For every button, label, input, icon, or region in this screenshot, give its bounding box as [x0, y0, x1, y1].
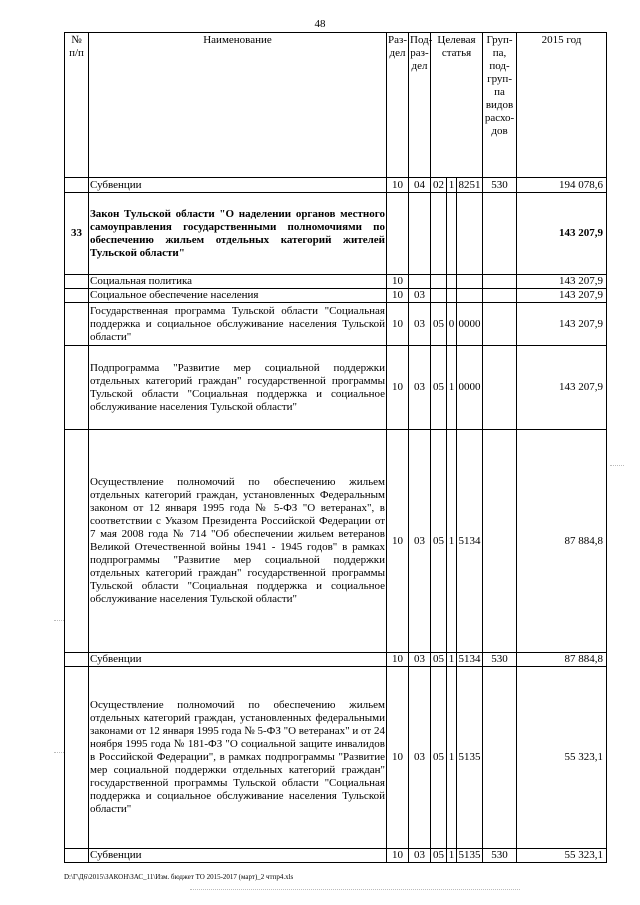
row-section: 10 [387, 289, 409, 303]
row-target-code: 0000 [457, 303, 483, 346]
row-section: 10 [387, 430, 409, 653]
row-target-subprogram [447, 289, 457, 303]
row-target-code: 0000 [457, 346, 483, 430]
row-amount: 194 078,6 [517, 178, 607, 193]
row-target-code: 5134 [457, 430, 483, 653]
row-section: 10 [387, 653, 409, 667]
row-name: Государственная программа Тульской области "Социальная поддержка и социальное обслуживание населения Тульской области" [89, 303, 387, 346]
row-section [387, 193, 409, 275]
row-section: 10 [387, 667, 409, 849]
row-num [65, 667, 89, 849]
page-number: 48 [314, 18, 326, 30]
row-num [65, 849, 89, 863]
row-expense-group [483, 667, 517, 849]
table-header-row [65, 33, 607, 178]
row-subsection: 03 [409, 667, 431, 849]
header-num: № п/п [65, 33, 89, 178]
table-row [65, 275, 607, 289]
row-target-subprogram: 1 [447, 849, 457, 863]
row-name: Осуществление полномочий по обеспечению жильем отдельных категорий граждан, установленных федеральными законами от 12 января 1995 года № 5-ФЗ "О ветеранах" и от 24 ноября 1995 года № 181-ФЗ "О социальной защите инвалидов в Российской Федерации", в рамках подпрограммы "Развитие мер социальной поддержки отдельных категорий граждан" государственной программы Тульской области "Социальная поддержка и социальное обслуживание населения Тульской области" [89, 667, 387, 849]
row-num [65, 430, 89, 653]
row-subsection: 03 [409, 346, 431, 430]
row-target-subprogram: 1 [447, 430, 457, 653]
table-row [65, 178, 607, 193]
margin-mark [54, 620, 64, 621]
header-year: 2015 год [517, 33, 607, 178]
row-amount: 143 207,9 [517, 303, 607, 346]
row-target-program: 05 [431, 346, 447, 430]
row-num [65, 653, 89, 667]
row-subsection: 03 [409, 289, 431, 303]
row-target-subprogram [447, 193, 457, 275]
header-subsection: Под-раз-дел [409, 33, 431, 178]
footer-rule [190, 889, 520, 890]
row-expense-group [483, 346, 517, 430]
table-row [65, 346, 607, 430]
row-expense-group [483, 430, 517, 653]
row-name: Субвенции [89, 178, 387, 193]
header-group: Груп-па, под-груп-па видов расхо-дов [483, 33, 517, 178]
row-num [65, 303, 89, 346]
row-amount: 143 207,9 [517, 346, 607, 430]
row-num [65, 346, 89, 430]
row-section: 10 [387, 178, 409, 193]
row-name: Социальное обеспечение населения [89, 289, 387, 303]
row-name: Субвенции [89, 849, 387, 863]
row-subsection: 03 [409, 653, 431, 667]
table-row [65, 303, 607, 346]
row-target-program: 05 [431, 667, 447, 849]
row-expense-group: 530 [483, 178, 517, 193]
row-name: Социальная политика [89, 275, 387, 289]
row-amount: 143 207,9 [517, 275, 607, 289]
table-row [65, 667, 607, 849]
row-num [65, 275, 89, 289]
row-target-code: 5135 [457, 849, 483, 863]
margin-mark [610, 465, 624, 466]
header-name: Наименование [89, 33, 387, 178]
table-row [65, 849, 607, 863]
row-subsection [409, 193, 431, 275]
header-target: Целевая статья [431, 33, 483, 178]
row-target-code: 8251 [457, 178, 483, 193]
footer-filepath: D:\Г\Д6\2015\ЗАКОН\ЗАС_11\Изм. бюджет ТО 2015-2017 (март)_2 чтпр4.xls [64, 873, 294, 881]
row-expense-group [483, 289, 517, 303]
table-row [65, 653, 607, 667]
row-target-subprogram: 1 [447, 667, 457, 849]
row-num [65, 289, 89, 303]
row-subsection [409, 275, 431, 289]
budget-table [64, 32, 607, 863]
row-target-program [431, 275, 447, 289]
row-amount: 143 207,9 [517, 193, 607, 275]
row-num: 33 [65, 193, 89, 275]
row-subsection: 03 [409, 303, 431, 346]
row-amount: 143 207,9 [517, 289, 607, 303]
row-expense-group [483, 193, 517, 275]
row-section: 10 [387, 849, 409, 863]
row-expense-group [483, 303, 517, 346]
row-target-program [431, 289, 447, 303]
row-expense-group: 530 [483, 653, 517, 667]
row-target-subprogram: 1 [447, 178, 457, 193]
table-row [65, 193, 607, 275]
row-amount: 55 323,1 [517, 667, 607, 849]
margin-mark [54, 752, 64, 753]
row-section: 10 [387, 275, 409, 289]
header-section: Раз-дел [387, 33, 409, 178]
row-target-code [457, 289, 483, 303]
row-subsection: 03 [409, 430, 431, 653]
row-name: Подпрограмма "Развитие мер социальной поддержки отдельных категорий граждан" государственной программы Тульской области "Социальная поддержка и социальное обслуживание населения Тульской области" [89, 346, 387, 430]
table-row [65, 430, 607, 653]
row-num [65, 178, 89, 193]
row-target-code: 5134 [457, 653, 483, 667]
row-name: Закон Тульской области "О наделении органов местного самоуправления государственными полномочиями по обеспечению жильем отдельных категорий жителей Тульской области" [89, 193, 387, 275]
row-target-program: 05 [431, 653, 447, 667]
row-expense-group [483, 275, 517, 289]
row-name: Осуществление полномочий по обеспечению жильем отдельных категорий граждан, установленных Федеральным законом от 12 января 1995 года № 5-ФЗ "О ветеранах", в соответствии с Указом Президента Российской Федерации от 7 мая 2008 года № 714 "Об обеспечении жильем ветеранов Великой Отечественной войны 1941 - 1945 годов" в рамках подпрограммы "Развитие мер социальной поддержки отдельных категорий граждан" государственной программы Тульской области "Социальная поддержка и социальное обслуживание населения Тульской области" [89, 430, 387, 653]
row-amount: 87 884,8 [517, 653, 607, 667]
row-target-subprogram: 1 [447, 653, 457, 667]
row-target-subprogram: 0 [447, 303, 457, 346]
row-target-code: 5135 [457, 667, 483, 849]
row-target-program: 05 [431, 430, 447, 653]
row-expense-group: 530 [483, 849, 517, 863]
row-target-program [431, 193, 447, 275]
row-target-program: 05 [431, 303, 447, 346]
row-section: 10 [387, 346, 409, 430]
row-section: 10 [387, 303, 409, 346]
table-row [65, 289, 607, 303]
row-target-subprogram [447, 275, 457, 289]
row-subsection: 03 [409, 849, 431, 863]
row-target-program: 05 [431, 849, 447, 863]
row-subsection: 04 [409, 178, 431, 193]
row-target-program: 02 [431, 178, 447, 193]
row-amount: 55 323,1 [517, 849, 607, 863]
row-target-code [457, 275, 483, 289]
row-amount: 87 884,8 [517, 430, 607, 653]
row-target-code [457, 193, 483, 275]
row-target-subprogram: 1 [447, 346, 457, 430]
row-name: Субвенции [89, 653, 387, 667]
